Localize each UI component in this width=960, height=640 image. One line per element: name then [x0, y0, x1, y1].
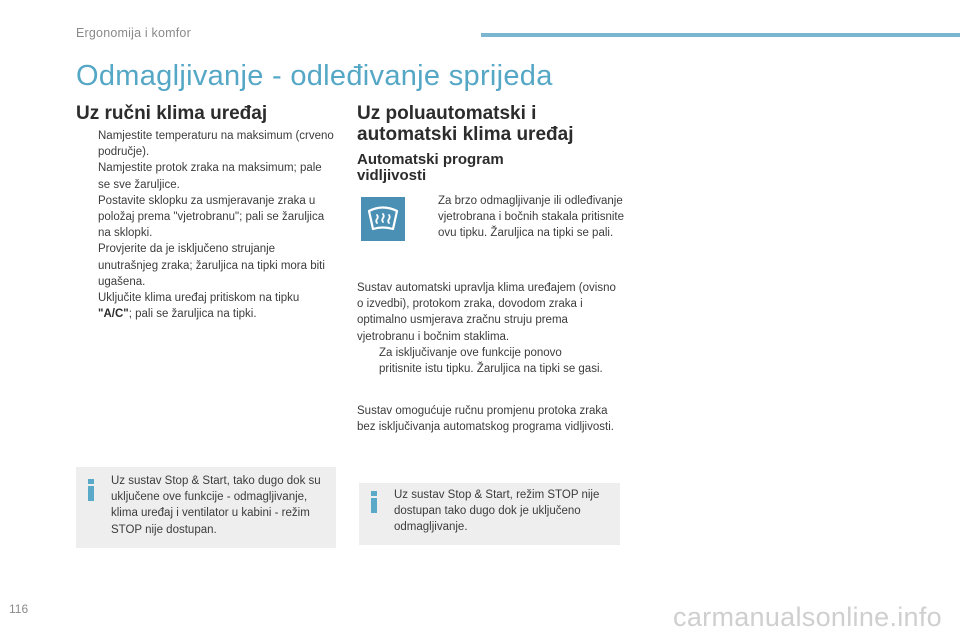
header-accent-bar: [481, 33, 960, 37]
page-number: 116: [9, 602, 29, 616]
manual-ac-steps: [76, 128, 334, 322]
right-column-heading: Uz poluautomatski i automatski klima uređaj: [357, 103, 574, 145]
auto-control-paragraph: Sustav automatski upravlja klima uređajem (ovisno o izvedbi), protokom zraka, dovodom zraka i optimalno usmjerava zračnu struju prema vjetrobranu i bočnim staklima.: [357, 282, 616, 343]
manual-override-paragraph: Sustav omogućuje ručnu promjenu protoka zraka bez isključivanja automatskog programa vidljivosti.: [357, 405, 614, 434]
visibility-program-subheading: Automatski program vidljivosti: [357, 151, 504, 184]
info-text: Uz sustav Stop & Start, režim STOP nije dostupan tako dugo dok je uključeno odmagljivanje.: [394, 489, 600, 534]
defrost-instruction: [416, 193, 631, 242]
list-item: Provjerite da je isključeno strujanje unutrašnjeg zraka; žaruljica na tipki mora biti ugašena.: [98, 243, 325, 288]
list-item: Za isključivanje ove funkcije ponovo pritisnite istu tipku. Žaruljica na tipki se gasi.: [379, 347, 603, 376]
list-item: Uključite klima uređaj pritiskom na tipku "A/C"; pali se žaruljica na tipki.: [98, 292, 300, 321]
switch-off-instruction: [357, 345, 607, 377]
info-box-right: [359, 483, 620, 545]
info-box-left: [76, 467, 336, 548]
info-icon: [371, 491, 377, 513]
windscreen-defrost-glyph: [366, 202, 400, 236]
page-title: Odmagljivanje - odleđivanje sprijeda: [76, 60, 553, 92]
list-item: Za brzo odmagljivanje ili odleđivanje vjetrobrana i bočnih stakala pritisnite ovu tipku. Žaruljica na tipki se pali.: [438, 195, 625, 240]
list-item: Postavite sklopku za usmjeravanje zraka u položaj prema "vjetrobranu"; pali se žaruljica na sklopki.: [98, 194, 325, 240]
list-item: Namjestite protok zraka na maksimum; pale se sve žaruljice.: [98, 162, 322, 191]
watermark: carmanualsonline.info: [673, 602, 942, 632]
list-item: Namjestite temperaturu na maksimum (crveno područje).: [98, 130, 334, 159]
windscreen-defrost-icon: [361, 197, 405, 241]
info-text: Uz sustav Stop & Start, tako dugo dok su uključene ove funkcije - odmagljivanje, klima uređaj i ventilator u kabini - režim STOP nije dostupan.: [111, 475, 321, 536]
left-column-heading: Uz ručni klima uređaj: [76, 103, 268, 124]
header-section-label: Ergonomija i komfor: [76, 26, 191, 40]
info-icon: [88, 479, 94, 501]
ac-key-label: "A/C": [98, 308, 129, 321]
